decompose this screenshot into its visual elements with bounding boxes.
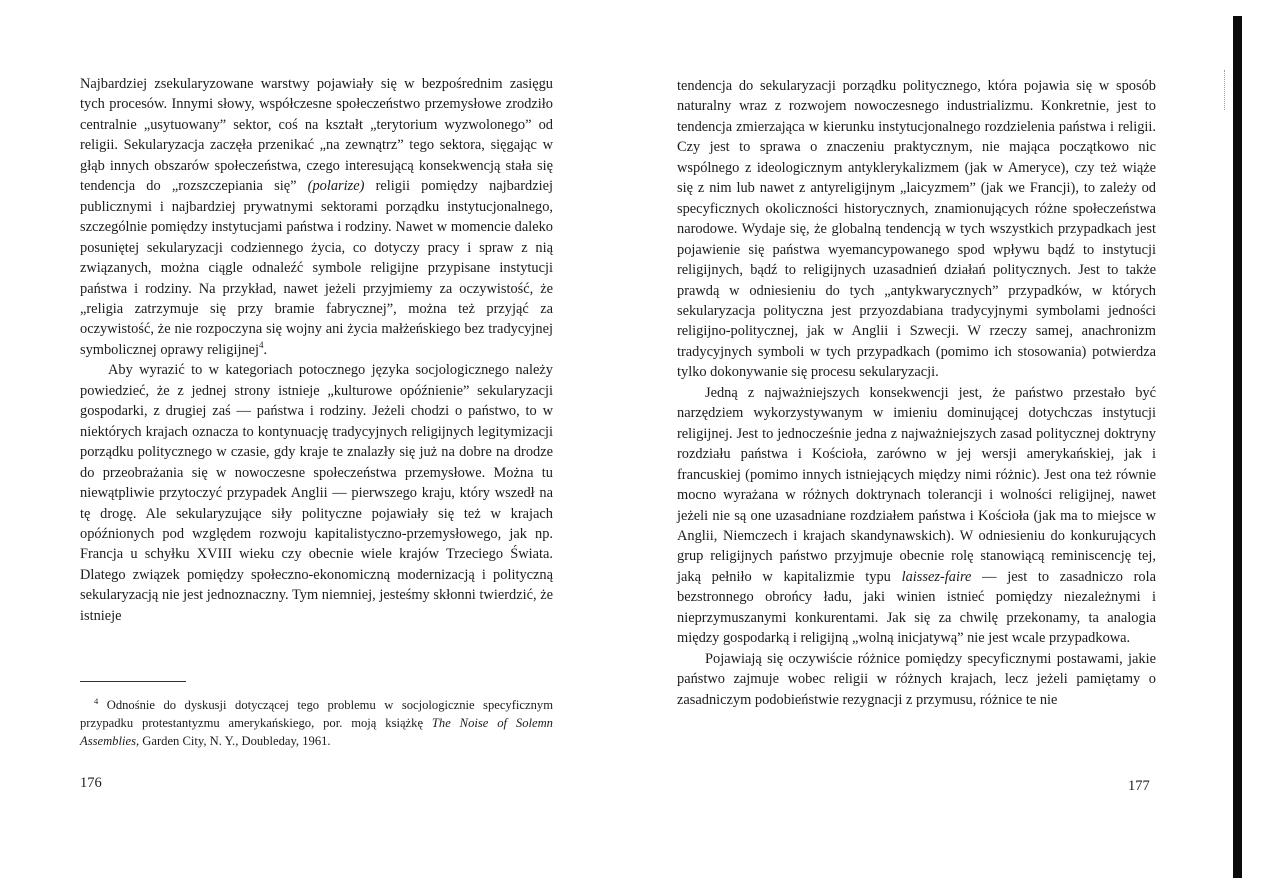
- footnote: [80, 696, 553, 750]
- right-page: [631, 0, 1262, 894]
- text-run: Odnośnie do dyskusji dotyczącej tego problemu w socjologicznie specyficznym przypadku protestantyzmu amerykańskiego, por. moją książkę: [80, 698, 553, 730]
- text-run: tendencja do sekularyzacji porządku politycznego, która pojawia się w sposób naturalny wraz z rozwojem nowoczesnego industrializmu. Konkretnie, jest to tendencja zmierzająca w kierunku instytucjonalnego rozdzielenia państwa i religii. Czy jest to sprawa o znaczeniu praktycznym, nie mająca początkowo nic wspólnego z ideologicznym antyklerykalizmem (jak w Ameryce), czy też wiąże się z nim lub nawet z antyreligijnym „laicyzmem” (jak we Francji), to zależy od specyficznych okoliczności historycznych, znamionujących różne społeczeństwa narodowe. Wydaje się, że globalną tendencją w tych wszystkich przypadkach jest pojawienie się państwa wyemancypowanego spod wpływu bądź to instytucji religijnych, bądź to religijnych uzasadnień działań politycznych. Jest to także prawdą w odniesieniu do tych „antykwarycznych” przypadków, w których sekularyzacja polityczna jest przyozdabiana tradycyjnymi symbolami jedności religijno-politycznej, jak w Anglii i Szwecji. W rzeczy samej, anachronizm tradycyjnych symboli w tych przypadkach (pomimo ich stosowania) potwierdza tylko dokonywanie się procesu sekularyzacji.: [677, 78, 1156, 381]
- footnote-marker: 4: [94, 695, 99, 706]
- left-page-body-text: [80, 74, 553, 626]
- italic-text: (polarize): [307, 178, 365, 195]
- text-run: Pojawiają się oczywiście różnice pomiędzy specyficznymi postawami, jakie państwo zajmuje wobec religii w różnych krajach, lecz jeżeli pamiętamy o zasadniczym podobieństwie rezygnacji z przymusu, różnice te nie: [677, 650, 1156, 708]
- paragraph: [677, 649, 1156, 710]
- page-number-right: 177: [1128, 778, 1150, 794]
- footnote-text: [80, 696, 553, 750]
- text-run: Garden City, N. Y., Doubleday, 1961.: [139, 734, 331, 748]
- text-run: — jest to zasadniczo rola bezstronnego obrońcy ładu, jaki winien istnieć pomiędzy niezależnymi i nieprzymuszanymi konkurentami. Jak się za chwilę przekonamy, ta analogia między gospodarką i religijną „wolną inicjatywą” nie jest wcale przypadkowa.: [677, 568, 1156, 647]
- paragraph: [677, 383, 1156, 649]
- right-page-body-text: [677, 76, 1156, 710]
- text-run: religii pomiędzy najbardziej publicznymi i najbardziej prywatnymi sektorami porządku instytucjonalnego, szczególnie pomiędzy instytucjami państwa i rodziny. Nawet w momencie daleko posuniętej sekularyzacji codziennego życia, co dotyczy pracy i spraw z nią związanych, można ciągle odnaleźć symbole religijne przypisane instytucji państwa i rodziny. Na przykład, nawet jeżeli przyjmiemy za oczywistość, że „religia zatrzymuje się przy bramie fabrycznej”, można też przyjąć za oczywistość, że nie rozpoczyna się wojny ani życia małżeńskiego bez tradycyjnej symbolicznej oprawy religijnej: [80, 178, 553, 358]
- italic-text: The Noise of Solemn Assemblies,: [80, 716, 553, 748]
- footnote-divider: [80, 681, 186, 682]
- text-run: Aby wyrazić to w kategoriach potocznego języka socjologicznego należy powiedzieć, że z jednej strony istnieje „kulturowe opóźnienie” sekularyzacji gospodarki, z drugiej zaś — państwa i rodziny. Jeżeli chodzi o państwo, to w niektórych krajach oznacza to kontynuację tradycyjnych religijnych legitymizacji porządku politycznego w czasie, gdy kraje te znalazły się już na dobre na drodze do przeobrażania się w nowoczesne społeczeństwa przemysłowe. Można tu niewątpliwie przytoczyć przypadek Anglii — pierwszego kraju, który wszedł na tę drogę. Ale sekularyzujące siły polityczne pojawiały się też w krajach opóźnionych pod względem rozwoju kapitalistyczno-przemysłowego, jak np. Francja u schyłku XVIII wieku czy obecnie wiele krajów Trzeciego Świata. Dlatego związek pomiędzy społeczno-ekonomiczną modernizacją i polityczną sekularyzacją nie jest jednoznaczny. Tym niemniej, jesteśmy skłonni twierdzić, że istnieje: [80, 362, 553, 624]
- text-run: Jedną z najważniejszych konsekwencji jest, że państwo przestało być narzędziem wykorzystywanym w imieniu dominującej dotychczas instytucji religijnej. Jest to jednocześnie jedna z najważniejszych zasad politycznej doktryny rozdziału państwa i Kościoła, zarówno w jej wersji amerykańskiej, jak i francuskiej (pomimo innych istniejących między nimi różnic). Jest ona też równie mocno wyrażana w różnych doktrynach tolerancji i wolności religijnej, nawet jeżeli nie są one uzasadniane rozdziałem państwa i Kościoła (jak ma to miejsce w Anglii, Niemczech i krajach skandynawskich). W odniesieniu do konkurujących grup religijnych państwo przyjmuje obecnie rolę stanowiącą reminiscencję tej, jaką pełniło w kapitalizmie typu: [677, 384, 1156, 585]
- text-run: Najbardziej zsekularyzowane warstwy pojawiały się w bezpośrednim zasięgu tych procesów. Innymi słowy, współczesne społeczeństwo przemysłowe zrodziło centralnie „usytuowany” sektor, coś na kształt „terytorium wyzwolonego” od religii. Sekularyzacja zaczęła przenikać „na zewnątrz” tego sektora, sięgając w głąb innych obszarów społeczeństwa, czego interesującą konsekwencją stała się tendencja do „rozszczepiania się”: [80, 76, 553, 195]
- text-run: .: [263, 341, 268, 358]
- scan-edge-bar: [1233, 16, 1242, 878]
- footnote-marker: 4: [259, 340, 264, 351]
- paragraph: [80, 360, 553, 626]
- italic-text: laissez-faire: [901, 568, 972, 585]
- paragraph: [677, 76, 1156, 383]
- scan-edge-marks: [1224, 70, 1228, 110]
- page-number-left: 176: [80, 775, 102, 791]
- paragraph: [80, 74, 553, 360]
